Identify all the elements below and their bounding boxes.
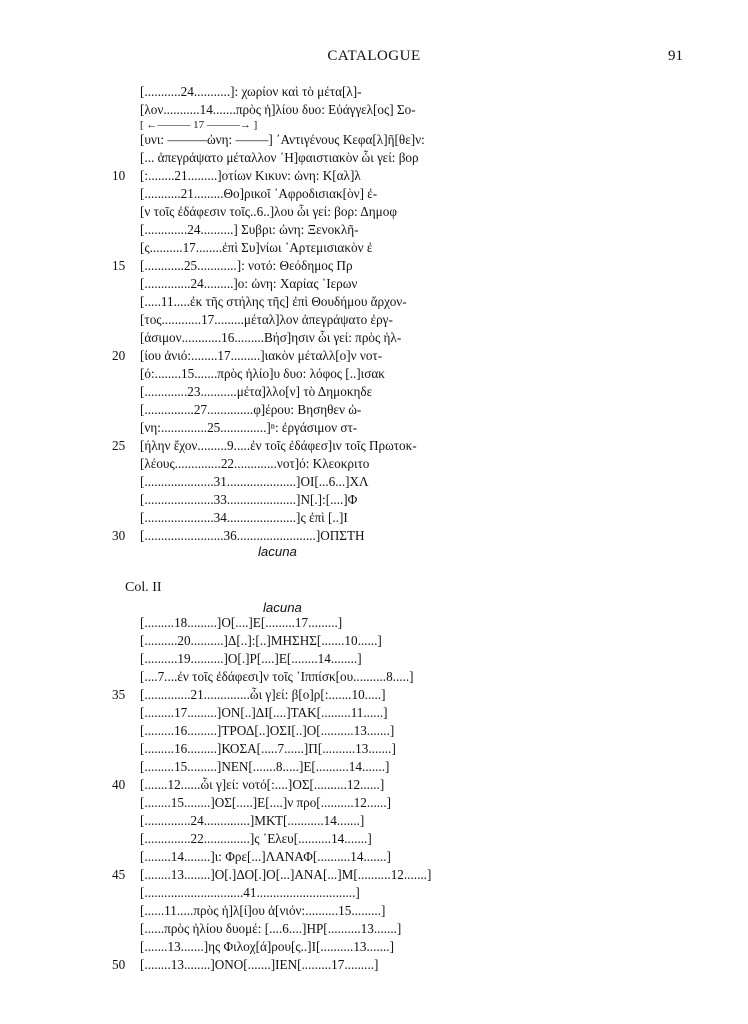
line-text: [ ←——— 17 ———→ ] (140, 119, 258, 131)
text-line (0, 686, 748, 704)
line-text: [..............24.........]ο: ὠνη: Χαρίας ῾Ιερων (140, 276, 358, 291)
text-line (0, 614, 748, 632)
line-text: [........................36........................]ΟΠΣΤΗ (140, 528, 365, 543)
line-text: [.....11.....ἐκ τῆς στήλης τῆς] ἐπὶ Θουδήμου ἄρχον- (140, 294, 407, 309)
column-2-label: Col. II (125, 580, 162, 595)
line-number: 15 (112, 258, 126, 273)
text-line (0, 221, 748, 239)
line-text: [......πρὸς ἡλίου δυομέ: [....6....]ΗΡ[..........13.......] (140, 921, 402, 936)
line-number: 35 (112, 687, 126, 702)
line-text: [ίου ἀνιό:........17.........]ιακὸν μέταλλ[ο]ν νοτ- (140, 348, 383, 363)
line-text: [..............................41..............................] (140, 885, 360, 900)
line-text: [..........20..........]Δ[..]:[..]ΜΗΣΗΣ[.......10......] (140, 633, 382, 648)
line-text: [........14........]ι: Φρε[...]ΛΑΝΑΦ[..........14.......] (140, 849, 391, 864)
line-text: [.........16.........]ΤΡΟΔ[..]ΟΣΙ[..]Ο[..........13.......] (140, 723, 395, 738)
column-2-text (0, 614, 748, 974)
line-text: [........13........]Ο[.]ΔΟ[.]Ο[...]ΑΝΑ[...]Μ[..........12.......] (140, 867, 432, 882)
line-text: [ς..........17........ἐπὶ Συ]νίωι ᾿Αρτεμισιακὸν ἐ (140, 240, 373, 255)
text-line (0, 131, 748, 149)
text-line (0, 758, 748, 776)
text-line (0, 902, 748, 920)
text-line (0, 722, 748, 740)
lacuna-note: lacuna (263, 600, 302, 615)
line-text: [..............24..............]ΜΚΤ[...........14.......] (140, 813, 365, 828)
text-line (0, 101, 748, 119)
line-text: [υνι: ––––––ὠνη: –––––] ᾿Αντιγένους Κεφα[λ]ῆ[θε]ν: (140, 132, 425, 147)
line-text: [.....................34.....................]ς ἐπὶ [..]Ι (140, 510, 348, 525)
text-line (0, 83, 748, 101)
text-line (0, 920, 748, 938)
line-text: [ήλην ἔχον.........9.....ἐν τοῖς ἐδάφεσ]ιν τοῖς Πρωτοκ- (140, 438, 417, 453)
line-text: [........13........]ΟΝΟ[.......]ΙΕΝ[.........17.........] (140, 957, 379, 972)
text-line (0, 203, 748, 221)
line-text: [λέους..............22.............νοτ]ό: Κλεοκριτο (140, 456, 370, 471)
line-text: [...........21.........Θο]ρικοῖ ᾿Αφροδισιακ[ὸν] ἐ- (140, 186, 378, 201)
line-text: [ό:........15.......πρὸς ἡλίο]υ δυο: λόφος [..]ισακ (140, 366, 385, 381)
line-text: [.........16.........]ΚΟΣΑ[.....7......]Π[..........13.......] (140, 741, 396, 756)
line-text: [:........21.........]οτίων Κικυν: ὠνη: Κ[αλ]λ (140, 168, 361, 183)
text-line (0, 311, 748, 329)
line-text: [...............27..............φ]έρου: Βησηθεν ὠ- (140, 402, 362, 417)
line-number: 40 (112, 777, 126, 792)
column-1-text (0, 83, 748, 545)
text-line (0, 650, 748, 668)
line-text: [.......13.......]ης Φιλοχ[ά]ρου[ς..]Ι[..........13.......] (140, 939, 394, 954)
line-text: [............25............]: νοτό: Θεόδημος Πρ (140, 258, 353, 273)
line-text: [.....................33.....................]Ν[.]:[....]Φ (140, 492, 358, 507)
line-number: 30 (112, 528, 126, 543)
text-line (0, 401, 748, 419)
text-line (0, 812, 748, 830)
line-text: [.........17.........]ΟΝ[..]ΔΙ[....]ΤΑΚ[.........11......] (140, 705, 388, 720)
line-text: [άσιμον............16.........Βήσ]ησιν ὧι γεί: πρὸς ἡλ- (140, 330, 402, 345)
page-number: 91 (668, 48, 683, 64)
text-line (0, 257, 748, 275)
text-line (0, 884, 748, 902)
line-number: 45 (112, 867, 126, 882)
text-line (0, 437, 748, 455)
line-text: [......11.....πρὸς ἡ]λ[ί]ου ἀ[νιόν:..........15.........] (140, 903, 386, 918)
text-line (0, 167, 748, 185)
text-line (0, 632, 748, 650)
text-line (0, 347, 748, 365)
text-line (0, 740, 748, 758)
text-line (0, 275, 748, 293)
line-number: 50 (112, 957, 126, 972)
line-text: [.....................31.....................]ΟΙ[...6...]ΧΛ (140, 474, 369, 489)
text-line (0, 794, 748, 812)
text-line (0, 473, 748, 491)
text-line (0, 239, 748, 257)
text-line (0, 848, 748, 866)
line-text: [....7....ἐν τοῖς ἐδάφεσι]ν τοῖς ῾Ιππίσκ[ου..........8.....] (140, 669, 414, 684)
line-text: [..........19..........]Ο[.]Ρ[....]Ε[........14........] (140, 651, 362, 666)
line-text: [.........18.........]Ο[....]Ε[.........17.........] (140, 615, 343, 630)
line-text: [νη:..............25..............]ⁿ: ἐργάσιμον στ- (140, 420, 358, 435)
line-number: 20 (112, 348, 126, 363)
text-line (0, 491, 748, 509)
line-text: [.......12......ὧι γ]εί: νοτό[:....]ΟΣ[..........12......] (140, 777, 385, 792)
line-text: [.............24..........] Συβρι: ὠνη: Ξενοκλῆ- (140, 222, 359, 237)
line-text: [ν τοῖς ἐδάφεσιν τοῖς..6..]λου ὧι γεί: βορ: Δημοφ (140, 204, 397, 219)
line-text: [...........24...........]: χωρίον καὶ τὸ μέτα[λ]- (140, 84, 362, 99)
text-line (0, 149, 748, 167)
text-line (0, 776, 748, 794)
line-number: 10 (112, 168, 126, 183)
line-text: [.........15.........]ΝΕΝ[.......8.....]Ε[..........14.......] (140, 759, 390, 774)
line-number: 25 (112, 438, 126, 453)
text-line (0, 509, 748, 527)
text-line (0, 419, 748, 437)
text-line (0, 119, 748, 131)
line-text: [.............23...........μέτα]λλο[ν] τὸ Δημοκηδε (140, 384, 373, 399)
text-line (0, 293, 748, 311)
text-line (0, 704, 748, 722)
text-line (0, 365, 748, 383)
text-line (0, 668, 748, 686)
running-header: CATALOGUE (327, 48, 421, 64)
text-line (0, 830, 748, 848)
text-line (0, 938, 748, 956)
line-text: [........15........]ΟΣ[.....]Ε[....]ν προ[..........12......] (140, 795, 392, 810)
text-line (0, 383, 748, 401)
text-line (0, 866, 748, 884)
text-line (0, 185, 748, 203)
text-line (0, 329, 748, 347)
text-line (0, 527, 748, 545)
lacuna-note: lacuna (258, 544, 297, 559)
line-text: [λον...........14.......πρὸς ἡ]λίου δυο: Εὐάγγελ[ος] Σο- (140, 102, 416, 117)
text-line (0, 455, 748, 473)
text-line (0, 956, 748, 974)
line-text: [..............21..............ὧι γ]εί: β[ο]ρ[:.......10.....] (140, 687, 386, 702)
line-text: [τος............17.........μέταλ]λον ἀπεγράψατο ἐργ- (140, 312, 393, 327)
line-text: [..............22..............]ς ᾿Ελευ[..........14.......] (140, 831, 372, 846)
line-text: [... ἀπεγράψατο μέταλλον ῾Η]φαιστιακὸν ὧι γεί: βορ (140, 150, 419, 165)
